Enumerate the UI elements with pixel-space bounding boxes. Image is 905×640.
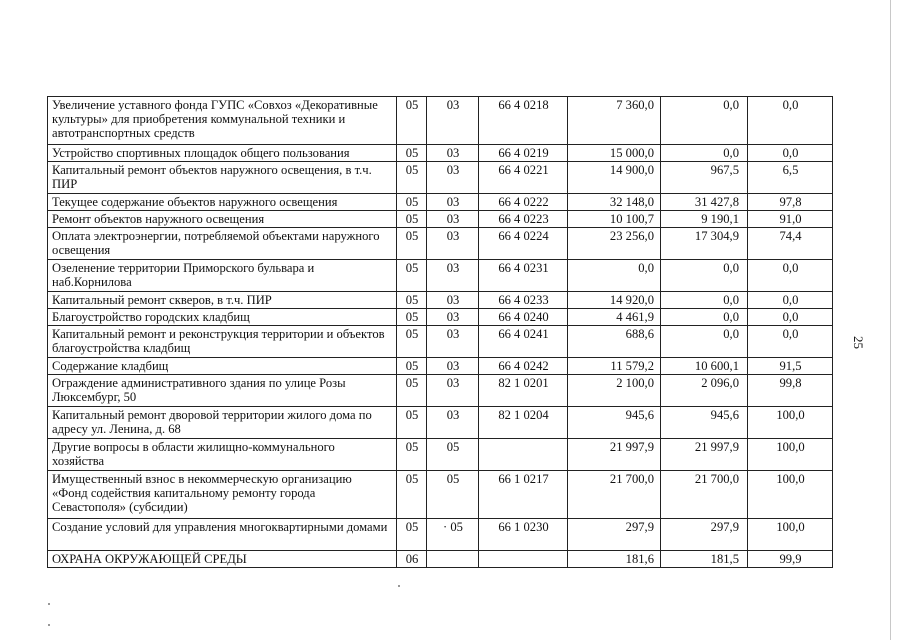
row-name: Оплата электроэнергии, потребляемой объектами наружного освещения xyxy=(48,228,397,260)
row-section: 05 xyxy=(397,211,427,228)
row-target-code: 66 4 0221 xyxy=(479,162,568,194)
row-target-code: 66 4 0233 xyxy=(479,292,568,309)
row-section: 05 xyxy=(397,358,427,375)
row-fact-value: 0,0 xyxy=(661,97,748,145)
row-name: Капитальный ремонт дворовой территории жилого дома по адресу ул. Ленина, д. 68 xyxy=(48,407,397,439)
row-name: Озеленение территории Приморского бульвара и наб.Корнилова xyxy=(48,260,397,292)
row-section: 06 xyxy=(397,551,427,568)
row-percent: 100,0 xyxy=(748,471,833,519)
row-percent: 100,0 xyxy=(748,439,833,471)
table-row xyxy=(48,471,833,519)
row-subsection: 03 xyxy=(427,211,479,228)
row-section: 05 xyxy=(397,194,427,211)
table-row xyxy=(48,162,833,194)
row-name: Другие вопросы в области жилищно-коммунального хозяйства xyxy=(48,439,397,471)
row-percent: 0,0 xyxy=(748,326,833,358)
row-fact-value: 0,0 xyxy=(661,260,748,292)
row-plan-value: 23 256,0 xyxy=(568,228,661,260)
row-subsection: 03 xyxy=(427,97,479,145)
row-name: Создание условий для управления многоквартирными домами xyxy=(48,519,397,551)
row-name: Ограждение административного здания по улице Розы Люксембург, 50 xyxy=(48,375,397,407)
row-target-code: 66 4 0218 xyxy=(479,97,568,145)
row-section: 05 xyxy=(397,375,427,407)
table-row xyxy=(48,194,833,211)
row-plan-value: 11 579,2 xyxy=(568,358,661,375)
row-subsection: 03 xyxy=(427,260,479,292)
table-row xyxy=(48,439,833,471)
row-plan-value: 297,9 xyxy=(568,519,661,551)
row-plan-value: 945,6 xyxy=(568,407,661,439)
row-section: 05 xyxy=(397,519,427,551)
scan-speck xyxy=(48,603,50,605)
row-plan-value: 32 148,0 xyxy=(568,194,661,211)
row-fact-value: 0,0 xyxy=(661,326,748,358)
row-percent: 6,5 xyxy=(748,162,833,194)
row-subsection: 03 xyxy=(427,145,479,162)
row-subsection: 03 xyxy=(427,358,479,375)
row-name: Текущее содержание объектов наружного освещения xyxy=(48,194,397,211)
row-name: Ремонт объектов наружного освещения xyxy=(48,211,397,228)
table-row xyxy=(48,326,833,358)
scan-speck xyxy=(398,585,400,587)
row-target-code: 66 4 0231 xyxy=(479,260,568,292)
row-section: 05 xyxy=(397,260,427,292)
table-body xyxy=(48,97,833,568)
row-percent: 97,8 xyxy=(748,194,833,211)
row-name: Увеличение уставного фонда ГУПС «Совхоз «Декоративные культуры» для приобретения коммунальной техники и автотранспортных средств xyxy=(48,97,397,145)
row-plan-value: 4 461,9 xyxy=(568,309,661,326)
table-row xyxy=(48,97,833,145)
row-plan-value: 7 360,0 xyxy=(568,97,661,145)
row-percent: 91,5 xyxy=(748,358,833,375)
row-fact-value: 297,9 xyxy=(661,519,748,551)
row-fact-value: 10 600,1 xyxy=(661,358,748,375)
row-subsection: 03 xyxy=(427,309,479,326)
row-plan-value: 2 100,0 xyxy=(568,375,661,407)
row-section: 05 xyxy=(397,407,427,439)
row-subsection: 05 xyxy=(427,439,479,471)
row-percent: 0,0 xyxy=(748,309,833,326)
page-number: 25 xyxy=(851,336,866,349)
row-section: 05 xyxy=(397,228,427,260)
row-name: Капитальный ремонт и реконструкция территории и объектов благоустройства кладбищ xyxy=(48,326,397,358)
row-plan-value: 14 920,0 xyxy=(568,292,661,309)
row-fact-value: 17 304,9 xyxy=(661,228,748,260)
row-percent: 0,0 xyxy=(748,292,833,309)
row-section: 05 xyxy=(397,292,427,309)
row-fact-value: 945,6 xyxy=(661,407,748,439)
row-target-code: 66 4 0224 xyxy=(479,228,568,260)
row-fact-value: 0,0 xyxy=(661,309,748,326)
row-name: Капитальный ремонт объектов наружного освещения, в т.ч. ПИР xyxy=(48,162,397,194)
row-target-code: 66 4 0240 xyxy=(479,309,568,326)
table-row xyxy=(48,551,833,568)
row-fact-value: 31 427,8 xyxy=(661,194,748,211)
row-target-code: 66 4 0222 xyxy=(479,194,568,211)
table-row xyxy=(48,358,833,375)
table-row xyxy=(48,211,833,228)
row-plan-value: 0,0 xyxy=(568,260,661,292)
row-subsection xyxy=(427,551,479,568)
scan-edge-line xyxy=(890,0,891,640)
row-percent: 99,8 xyxy=(748,375,833,407)
row-target-code xyxy=(479,551,568,568)
table-row xyxy=(48,145,833,162)
row-subsection: 03 xyxy=(427,228,479,260)
row-section: 05 xyxy=(397,326,427,358)
row-percent: 0,0 xyxy=(748,145,833,162)
row-plan-value: 14 900,0 xyxy=(568,162,661,194)
row-fact-value: 0,0 xyxy=(661,145,748,162)
row-section: 05 xyxy=(397,439,427,471)
row-section: 05 xyxy=(397,145,427,162)
row-percent: 74,4 xyxy=(748,228,833,260)
row-name: ОХРАНА ОКРУЖАЮЩЕЙ СРЕДЫ xyxy=(48,551,397,568)
table-row xyxy=(48,519,833,551)
row-plan-value: 10 100,7 xyxy=(568,211,661,228)
row-name: Содержание кладбищ xyxy=(48,358,397,375)
row-plan-value: 688,6 xyxy=(568,326,661,358)
row-percent: 0,0 xyxy=(748,97,833,145)
row-target-code: 82 1 0201 xyxy=(479,375,568,407)
row-percent: 91,0 xyxy=(748,211,833,228)
row-target-code: 66 4 0223 xyxy=(479,211,568,228)
row-subsection: · 05 xyxy=(427,519,479,551)
table-row xyxy=(48,228,833,260)
row-subsection: 05 xyxy=(427,471,479,519)
row-target-code: 66 4 0219 xyxy=(479,145,568,162)
row-fact-value: 21 997,9 xyxy=(661,439,748,471)
row-section: 05 xyxy=(397,309,427,326)
budget-table xyxy=(47,96,833,568)
row-name: Капитальный ремонт скверов, в т.ч. ПИР xyxy=(48,292,397,309)
row-subsection: 03 xyxy=(427,162,479,194)
row-target-code: 82 1 0204 xyxy=(479,407,568,439)
row-name: Устройство спортивных площадок общего пользования xyxy=(48,145,397,162)
row-plan-value: 15 000,0 xyxy=(568,145,661,162)
row-percent: 100,0 xyxy=(748,519,833,551)
row-percent: 0,0 xyxy=(748,260,833,292)
row-section: 05 xyxy=(397,471,427,519)
row-fact-value: 2 096,0 xyxy=(661,375,748,407)
row-name: Благоустройство городских кладбищ xyxy=(48,309,397,326)
row-plan-value: 21 997,9 xyxy=(568,439,661,471)
row-target-code: 66 1 0217 xyxy=(479,471,568,519)
row-fact-value: 181,5 xyxy=(661,551,748,568)
row-fact-value: 0,0 xyxy=(661,292,748,309)
table-row xyxy=(48,292,833,309)
row-plan-value: 21 700,0 xyxy=(568,471,661,519)
row-target-code: 66 4 0241 xyxy=(479,326,568,358)
row-subsection: 03 xyxy=(427,326,479,358)
row-name: Имущественный взнос в некоммерческую организацию «Фонд содействия капитальному ремонту города Севастополя» (субсидии) xyxy=(48,471,397,519)
row-target-code: 66 1 0230 xyxy=(479,519,568,551)
table-row xyxy=(48,309,833,326)
row-subsection: 03 xyxy=(427,407,479,439)
row-fact-value: 967,5 xyxy=(661,162,748,194)
table-row xyxy=(48,260,833,292)
row-percent: 100,0 xyxy=(748,407,833,439)
row-percent: 99,9 xyxy=(748,551,833,568)
row-subsection: 03 xyxy=(427,292,479,309)
row-fact-value: 21 700,0 xyxy=(661,471,748,519)
table-row xyxy=(48,375,833,407)
row-section: 05 xyxy=(397,97,427,145)
row-fact-value: 9 190,1 xyxy=(661,211,748,228)
budget-table-wrapper xyxy=(47,96,833,568)
table-row xyxy=(48,407,833,439)
row-target-code xyxy=(479,439,568,471)
scan-speck xyxy=(48,624,50,626)
row-subsection: 03 xyxy=(427,194,479,211)
row-plan-value: 181,6 xyxy=(568,551,661,568)
row-section: 05 xyxy=(397,162,427,194)
row-target-code: 66 4 0242 xyxy=(479,358,568,375)
row-subsection: 03 xyxy=(427,375,479,407)
